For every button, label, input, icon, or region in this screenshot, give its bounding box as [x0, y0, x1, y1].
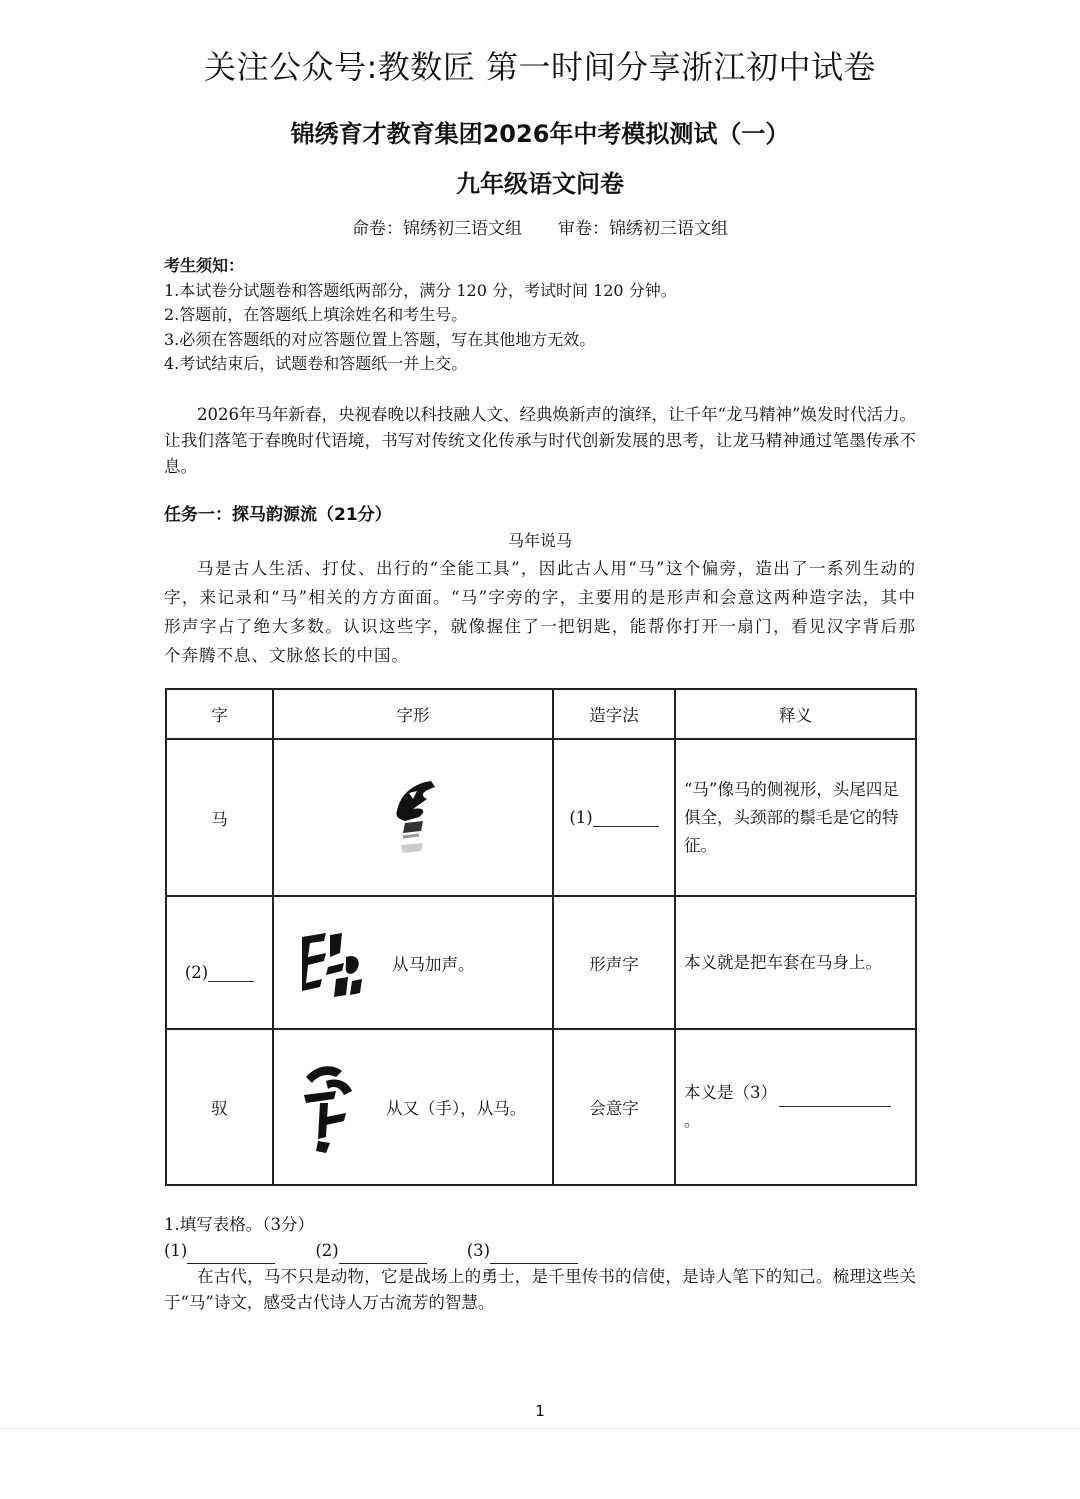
glyph-note: 从又（手），从马。: [386, 1099, 527, 1118]
row-glyph: [273, 739, 553, 896]
method-answer-blank[interactable]: [593, 808, 659, 827]
task1-title: 任务一：探马韵源流（21分）: [164, 505, 392, 525]
answer-blank-1[interactable]: (1): [164, 1238, 275, 1264]
author-line: [0, 216, 1080, 242]
char-blank-label: (2): [184, 963, 209, 982]
row-meaning: “马”像马的侧视形，头尾四足俱全，头颈部的鬃毛是它的特征。: [675, 739, 916, 896]
row-method: 会意字: [553, 1029, 675, 1185]
row-meaning: [675, 1029, 916, 1185]
article-body: 马是古人生活、打仗、出行的“全能工具”，因此古人用“马”这个偏旁，造出了一系列生动的字，来记录和“马”相关的方方面面。“马”字旁的字，主要用的是形声和会意这两种造字法，其中形声字占了绝大多数。认识这些字，就像握住了一把钥匙，能帮你打开一扇门，看见汉字背后那个奔腾不息、文脉悠长的中国。: [164, 559, 916, 665]
row-char: [166, 896, 273, 1029]
reviewer-credit: 审卷：锦绣初三语文组: [558, 219, 728, 239]
page-number: 1: [535, 1402, 545, 1420]
ancient-yu-glyph-icon: [296, 1057, 362, 1157]
notice-item: 1.本试卷分试题卷和答题纸两部分，满分 120 分，考试时间 120 分钟。: [164, 280, 677, 300]
footer-divider: [0, 1428, 1080, 1429]
glyph-note: 从马加声。: [392, 954, 475, 974]
row-char: 马: [166, 739, 273, 896]
meaning-suffix: 。: [684, 1111, 701, 1130]
header-method: 造字法: [553, 689, 675, 739]
notice-item: 4.考试结束后，试题卷和答题纸一并上交。: [164, 354, 468, 373]
answer-blank-3[interactable]: (3): [467, 1238, 578, 1264]
meaning-prefix: 本义是（3）: [684, 1083, 777, 1102]
notice-item: 2.答题前，在答题纸上填涂姓名和考生号。: [164, 305, 468, 324]
method-blank-label: (1): [569, 808, 593, 827]
article-title: 马年说马: [507, 531, 572, 550]
header-meaning: 释义: [675, 689, 916, 739]
promo-header: 关注公众号:教数匠 第一时间分享浙江初中试卷: [204, 48, 876, 86]
ancient-jia-glyph-icon: [296, 923, 368, 1003]
exam-title: 锦绣育才教育集团2026年中考模拟测试（一）: [290, 120, 790, 148]
meaning-answer-blank[interactable]: [779, 1088, 891, 1107]
row-glyph: [273, 896, 553, 1029]
intro-paragraph: 2026年马年新春，央视春晚以科技融人文、经典焕新声的演绎，让千年“龙马精神”焕发时代活力。让我们落笔于春晚时代语境，书写对传统文化传承与时代创新发展的思考，让龙马精神通过笔墨传承不息。: [164, 405, 916, 476]
header-glyph: 字形: [273, 689, 553, 739]
header-char: 字: [166, 689, 273, 739]
exam-notice: [164, 254, 924, 377]
table-header-row: [166, 689, 916, 739]
char-answer-blank[interactable]: [208, 963, 254, 982]
row-method: [553, 739, 675, 896]
table-row: [166, 1029, 916, 1185]
answer-blank-2[interactable]: (2): [315, 1238, 426, 1264]
row-char: 驭: [166, 1029, 273, 1185]
character-table: [165, 688, 917, 1186]
ancient-horse-glyph-icon: [383, 771, 443, 861]
table-row: [166, 739, 916, 896]
author-credit: 命卷：锦绣初三语文组: [352, 219, 522, 239]
row-meaning: 本义就是把车套在马身上。: [675, 896, 916, 1029]
notice-heading: 考生须知：: [164, 256, 245, 275]
question1-answer-blanks: [164, 1238, 618, 1264]
row-glyph: [273, 1029, 553, 1185]
paper-title: 九年级语文问卷: [456, 170, 624, 198]
table-row: [166, 896, 916, 1029]
question1-prompt: 1.填写表格。（3分）: [164, 1215, 314, 1234]
row-method: 形声字: [553, 896, 675, 1029]
closing-paragraph: 在古代，马不只是动物，它是战场上的勇士，是千里传书的信使，是诗人笔下的知己。梳理这些关于“马”诗文，感受古代诗人万古流芳的智慧。: [164, 1267, 916, 1312]
notice-item: 3.必须在答题纸的对应答题位置上答题，写在其他地方无效。: [164, 329, 596, 349]
